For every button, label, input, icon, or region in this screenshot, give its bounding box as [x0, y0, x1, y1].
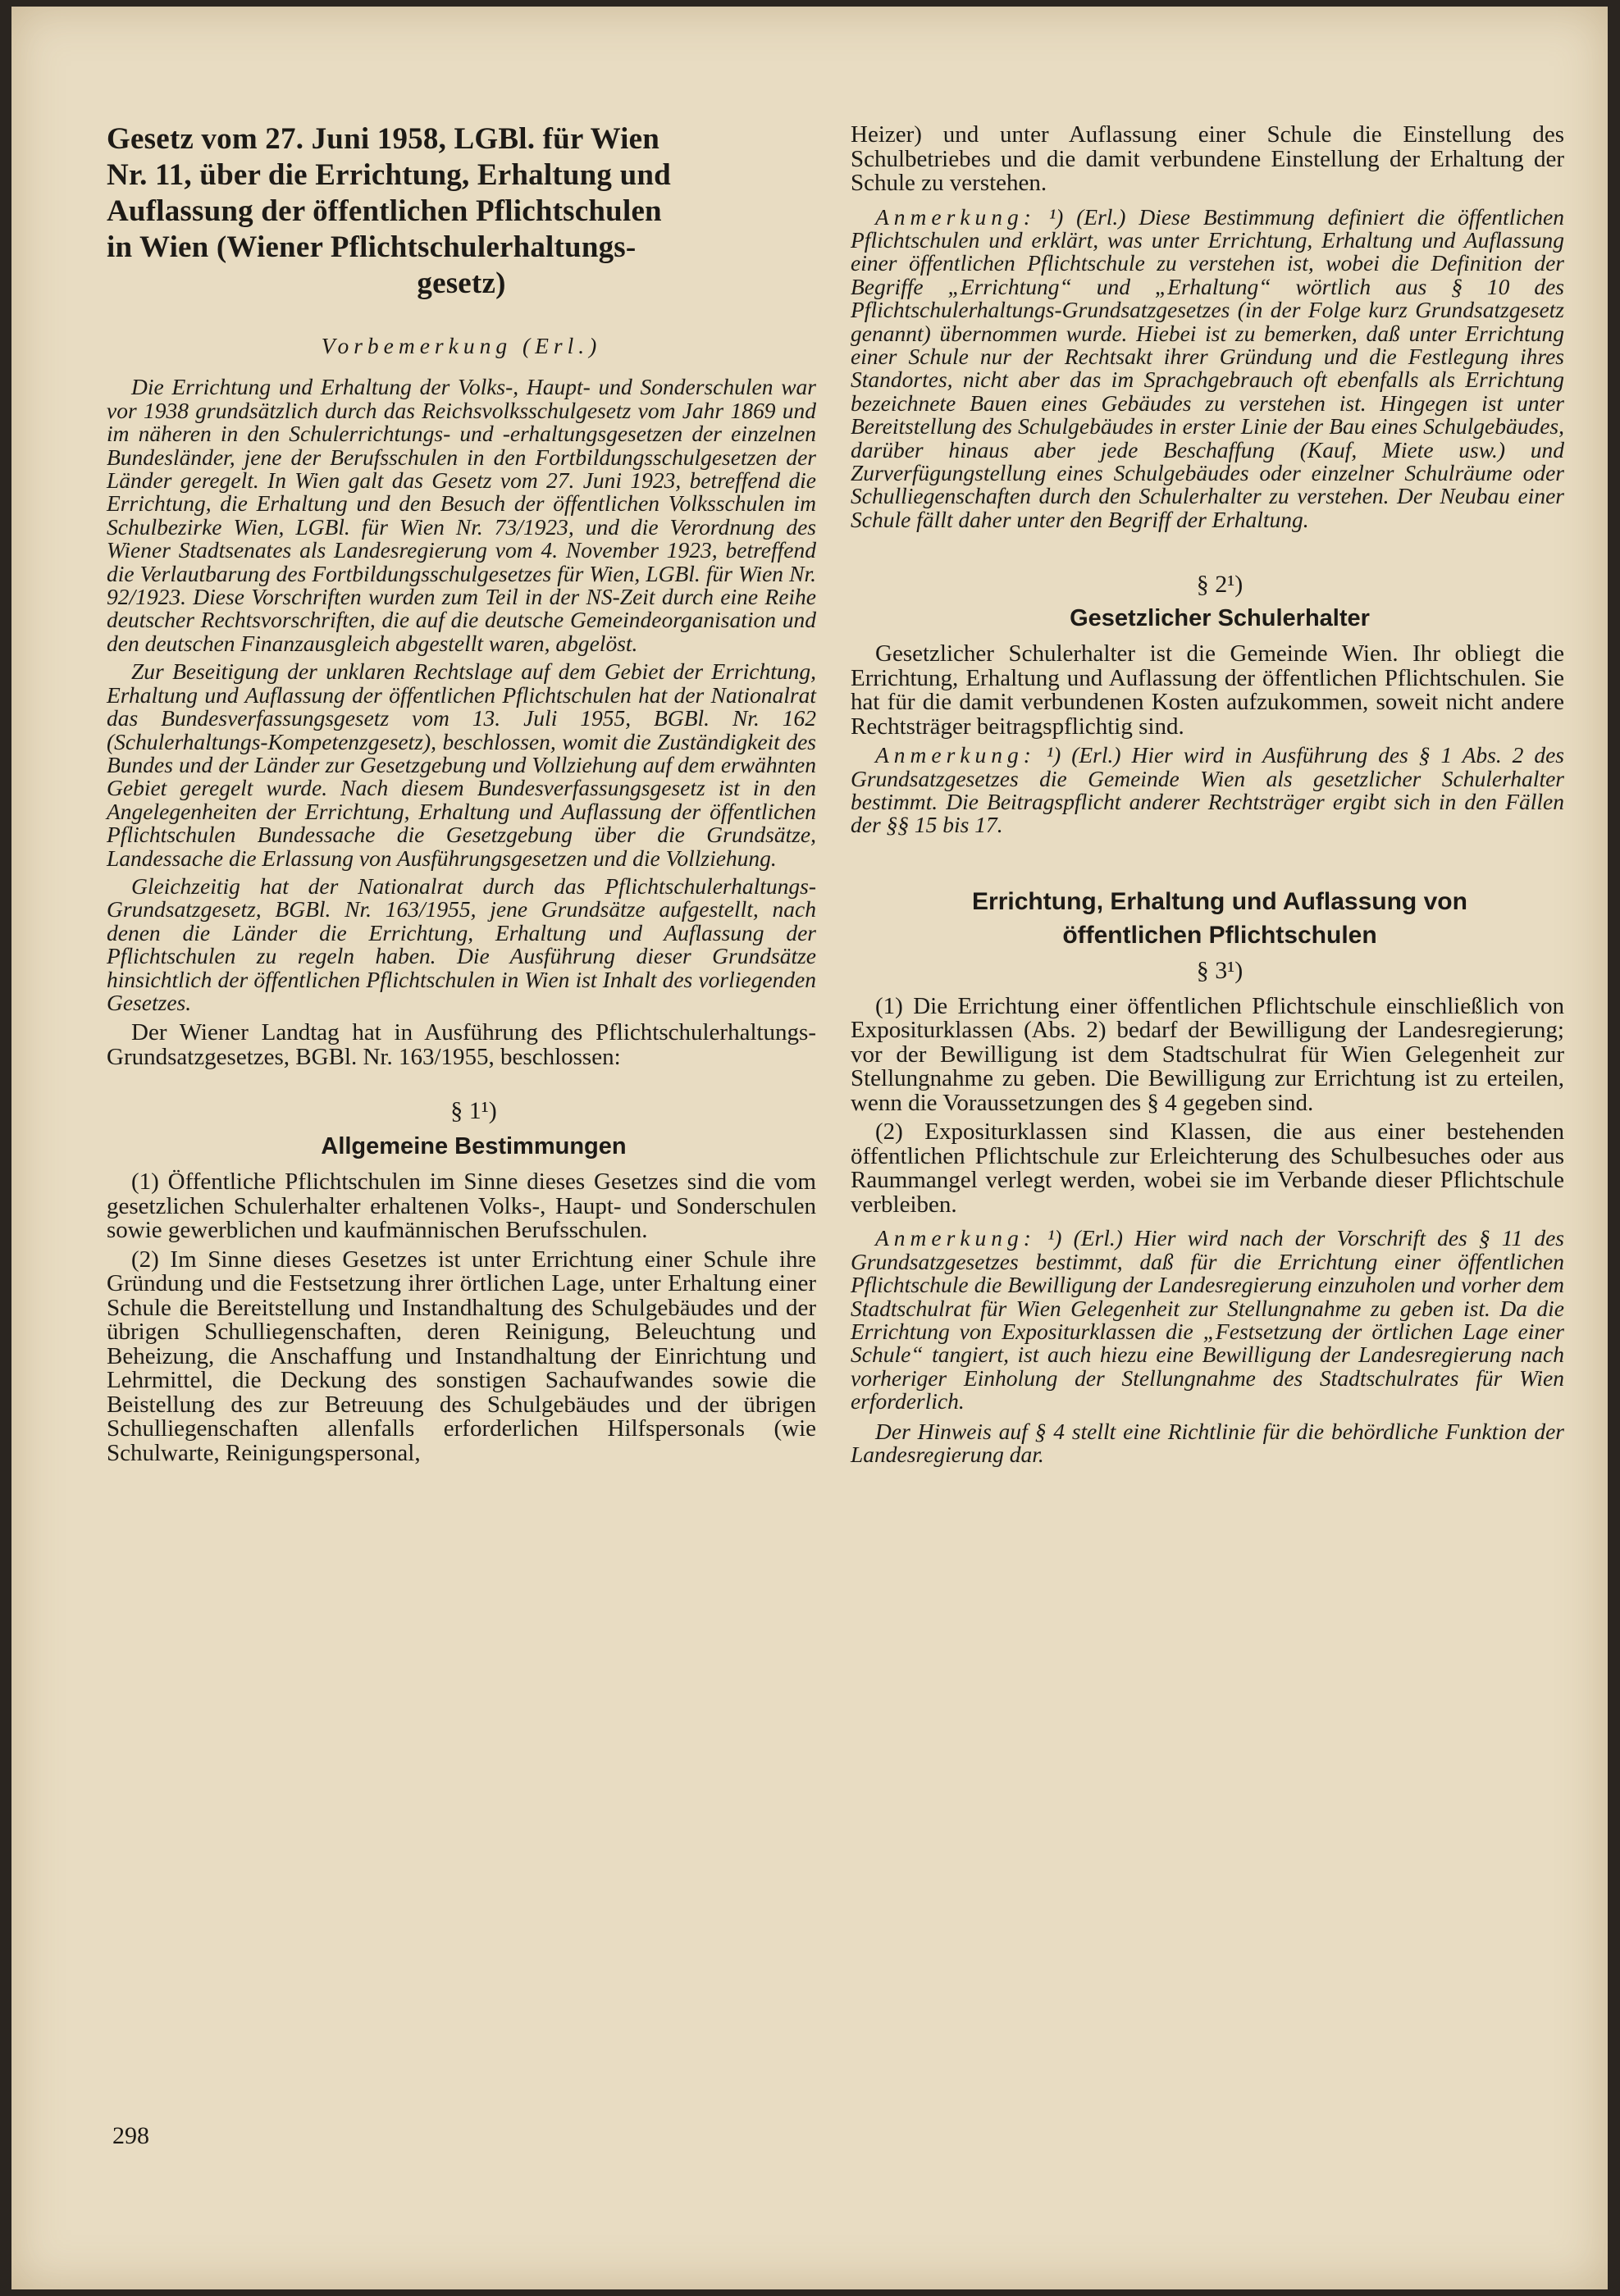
section-title: Gesetzlicher Schulerhalter	[1070, 605, 1370, 632]
annotation-label: Anmerkung:	[875, 1225, 1036, 1251]
annotation	[851, 744, 1564, 837]
annotation-text: ¹) (Erl.) Hier wird in Ausführung des § 1 Abs. 2 des Grundsatzgesetzes die Gemeinde Wien als gesetzlicher Schulerhalter bestimmt. Die Beitragspflicht anderer Rechtsträger ergibt sich in den Fällen der §§ 15 bis 17.	[851, 742, 1565, 838]
vorbemerkung-paragraph: Die Errichtung und Erhaltung der Volks-, Haupt- und Sonderschulen war vor 1938 grundsätzlich durch das Reichsvolksschulgesetz vom Jahr 1869 und im näheren in den Schulerrichtungs- und -erhaltungsgesetzen der einzelnen Bundesländer, jene der Berufsschulen in den Fortbildungsschulgesetzen der Länder geregelt. In Wien galt das Gesetz vom 27. Juni 1923, betreffend die Errichtung, die Erhaltung und den Besuch der öffentlichen Volksschulen im Schulbezirke Wien, LGBl. für Wien Nr. 73/1923, und die Verordnung des Wiener Stadtsenates als Landesregierung vom 4. November 1923, betreffend die Verlautbarung des Fortbildungsschulgesetzes für Wien, LGBl. für Wien Nr. 92/1923. Diese Vorschriften wurden zum Teil in der NS-Zeit durch eine Reihe deutscher Rechtsvorschriften, die auf die deutsche Gemeindeorganisation und den deutschen Finanzausgleich abgestellt waren, abgelöst.	[107, 374, 816, 656]
annotation-text: ¹) (Erl.) Hier wird nach der Vorschrift des § 11 des Grundsatzgesetzes bestimmt, daß für die Errichtung einer öffentlichen Pflichtschule die Bewilligung der Landesregierung einzuholen und vorher dem Stadtschulrat für Wien Gelegenheit zur Stellungnahme zu geben ist. Da die Errichtung von Expositurklassen die „Festsetzung der örtlichen Lage einer Schule“ tangiert, ist auch hiezu eine Bewilligung der Landesregierung nach vorheriger Einholung der Stellungnahme des Stadtschulrates für Wien erforderlich.	[851, 1225, 1564, 1414]
section-paragraph: (1) Öffentliche Pflichtschulen im Sinne dieses Gesetzes sind die vom gesetzlichen Schulerhalter erhaltenen Volks-, Haupt- und Sonderschulen sowie gewerblichen und kaufmännischen Berufsschulen.	[107, 1168, 816, 1244]
section-number: § 3¹)	[1196, 956, 1244, 984]
title-line: Nr. 11, über die Errichtung, Erhaltung und	[107, 158, 671, 192]
annotation	[851, 1227, 1564, 1413]
section-paragraph: (2) Im Sinne dieses Gesetzes ist unter Errichtung einer Schule ihre Gründung und die Festsetzung ihrer örtlichen Lage, unter Erhaltung einer Schule die Bereitstellung und Instandhaltung des Schulgebäudes und der übrigen Schulliegenschaften, deren Reinigung, Beleuchtung und Beheizung, die Anschaffung und Instandhaltung der Einrichtung und Lehrmittel, die Deckung des sonstigen Sachaufwandes sowie die Beistellung des zur Betreuung des Schulgebäudes und der übrigen Schulliegenschaften allenfalls erforderlichen Hilfspersonals (wie Schulwarte, Reinigungspersonal,	[107, 1246, 816, 1466]
title-line: Auflassung der öffentlichen Pflichtschulen	[107, 194, 662, 228]
chapter-heading: öffentlichen Pflichtschulen	[1062, 921, 1377, 949]
annotation	[851, 203, 1564, 532]
left-column	[107, 7, 816, 1465]
vorbemerkung-heading: Vorbemerkung (Erl.)	[321, 333, 602, 358]
vorbemerkung-paragraph: Gleichzeitig hat der Nationalrat durch das Pflichtschulerhaltungs-Grundsatzgesetz, BGBl. Nr. 163/1955, jene Grundsätze aufgestellt, nach denen die Länder die Errichtung, Erhaltung und Auflassung der Pflichtschulen zu regeln haben. Die Ausführung dieser Grundsätze hinsichtlich der öffentlichen Pflichtschulen in Wien ist Inhalt des vorliegenden Gesetzes.	[107, 872, 816, 1015]
section-number: § 1¹)	[450, 1097, 497, 1125]
vorbemerkung-paragraph: Zur Beseitigung der unklaren Rechtslage auf dem Gebiet der Errichtung, Erhaltung und Auflassung der öffentlichen Pflichtschulen hat der Nationalrat das Bundesverfassungsgesetz vom 13. Juli 1955, BGBl. Nr. 162 (Schulerhaltungs-Kompetenzgesetz), beschlossen, womit die Zuständigkeit des Bundes und der Länder zur Gesetzgebung und Vollziehung auf dem erwähnten Gebiet geregelt wurde. Nach diesem Bundesverfassungsgesetz ist in den Angelegenheiten der Errichtung, Erhaltung und Auflassung der öffentlichen Pflichtschulen Bundessache die Gesetzgebung über die Grundsätze, Landessache die Erlassung von Ausführungsgesetzen und die Vollziehung.	[107, 658, 816, 871]
document-page	[11, 7, 1608, 2289]
right-column	[851, 7, 1564, 1466]
annotation-note: Der Hinweis auf § 4 stellt eine Richtlinie für die behördliche Funktion der Landesregierung dar.	[851, 1418, 1564, 1467]
enacting-clause: Der Wiener Landtag hat in Ausführung des Pflichtschulerhaltungs-Grundsatzgesetzes, BGBl. Nr. 163/1955, beschlossen:	[107, 1019, 816, 1070]
title-line: in Wien (Wiener Pflichtschulerhaltungs-	[107, 230, 637, 264]
annotation-label: Anmerkung:	[875, 742, 1036, 768]
annotation-text: ¹) (Erl.) Diese Bestimmung definiert die öffentlichen Pflichtschulen und erklärt, was unter Errichtung, Erhaltung und Auflassung einer öffentlichen Pflichtschule zu verstehen ist, wobei die Definition der Begriffe „Errichtung“ und „Erhaltung“ wörtlich aus § 10 des Pflichtschulerhaltungs-Grundsatzgesetzes (in der Folge kurz Grundsatzgesetz genannt) übernommen wurde. Hiebei ist zu bemerken, daß unter Errichtung einer Schule nur der Rechtsakt ihrer Gründung und die Festlegung ihres Standortes, nicht aber das im Sprachgebrauch oft ebenfalls als Errichtung bezeichnete Bauen eines Gebäudes zu verstehen ist. Hingegen ist unter Bereitstellung des Schulgebäudes in erster Linie der Bau eines Schulgebäudes, darüber hinaus aber jede Beschaffung (Kauf, Miete usw.) und Zurverfügungstellung eines Schulgebäudes oder einzelner Schulräume oder Schulliegenschaften durch den Schulerhalter zu verstehen. Der Neubau einer Schule fällt daher unter den Begriff der Erhaltung.	[851, 203, 1564, 532]
title-line: Gesetz vom 27. Juni 1958, LGBl. für Wien	[107, 122, 660, 156]
section-paragraph: (1) Die Errichtung einer öffentlichen Pflichtschule einschließlich von Expositurklassen (Abs. 2) bedarf der Bewilligung der Landesregierung; vor der Bewilligung ist dem Stadtschulrat für Wien Gelegenheit zur Stellungnahme zu geben. Die Bewilligung zur Errichtung ist zu erteilen, wenn die Voraussetzungen des § 4 gegeben sind.	[851, 992, 1564, 1116]
title-line: gesetz)	[417, 266, 506, 300]
section-number: § 2¹)	[1196, 571, 1244, 599]
section-title: Allgemeine Bestimmungen	[321, 1133, 627, 1160]
section-paragraph: (2) Expositurklassen sind Klassen, die aus einer bestehenden öffentlichen Pflichtschule zur Erleichterung des Schulbesuches oder aus Raummangel verlegt werden, wobei sie im Verbande dieser Pflichtschule verbleiben.	[851, 1118, 1564, 1218]
annotation-label: Anmerkung:	[875, 203, 1036, 230]
law-title	[107, 121, 816, 302]
chapter-heading: Errichtung, Erhaltung und Auflassung von	[972, 887, 1467, 915]
page-number: 298	[112, 2122, 149, 2149]
section-paragraph: Heizer) und unter Auflassung einer Schule die Einstellung des Schulbetriebes und die damit verbundene Einstellung der Erhaltung der Schule zu verstehen.	[851, 121, 1564, 196]
section-paragraph: Gesetzlicher Schulerhalter ist die Gemeinde Wien. Ihr obliegt die Errichtung, Erhaltung und Auflassung der öffentlichen Pflichtschulen. Sie hat für die damit verbundenen Kosten aufzukommen, soweit nicht andere Rechtsträger beitragspflichtig sind.	[851, 640, 1564, 740]
